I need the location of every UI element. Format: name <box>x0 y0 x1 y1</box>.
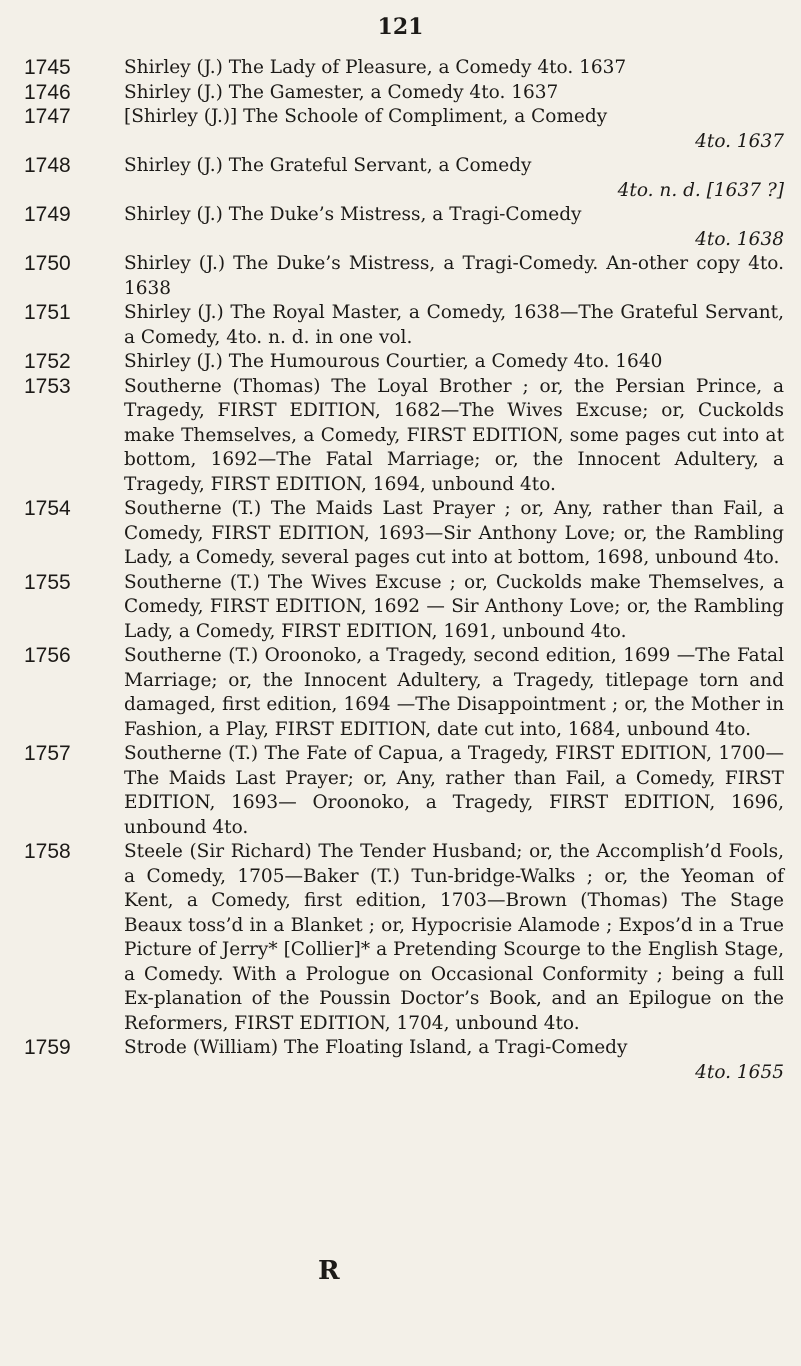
lot-number: 1747 <box>24 105 71 128</box>
entry-format-date: 4to. 1655 <box>695 1061 784 1083</box>
lot-number: 1758 <box>24 840 71 863</box>
catalogue-entry <box>24 1036 784 1085</box>
entry-description: Shirley (J.) The Lady of Pleasure, a Comedy 4to. 1637 <box>124 57 627 78</box>
catalogue-entry <box>24 497 784 571</box>
entry-description: Shirley (J.) The Humourous Courtier, a Comedy 4to. 1640 <box>124 351 663 372</box>
entry-description: Shirley (J.) The Royal Master, a Comedy, 1638—The Grateful Servant, a Comedy, 4to. n. d. in one vol. <box>124 302 784 348</box>
lot-number: 1751 <box>24 301 71 324</box>
entry-description: Shirley (J.) The Duke’s Mistress, a Tragi-Comedy <box>124 204 582 225</box>
lot-number: 1748 <box>24 154 71 177</box>
catalogue-entry <box>24 644 784 742</box>
entry-format-date: 4to. n. d. [1637 ?] <box>617 179 784 201</box>
signature-mark: R <box>318 1256 340 1286</box>
catalogue-entry <box>24 56 784 81</box>
lot-number: 1754 <box>24 497 71 520</box>
lot-number: 1759 <box>24 1036 71 1059</box>
lot-number: 1757 <box>24 742 71 765</box>
catalogue-entry <box>24 301 784 350</box>
entry-description: Southerne (T.) The Wives Excuse ; or, Cuckolds make Themselves, a Comedy, FIRST EDITION, 1692 — Sir Anthony Love; or, the Rambling Lady, a Comedy, FIRST EDITION, 1691, unbound 4to. <box>124 571 784 642</box>
entry-description: Southerne (Thomas) The Loyal Brother ; or, the Persian Prince, a Tragedy, FIRST EDITION, 1682—The Wives Excuse; or, Cuckolds make Themselves, a Comedy, FIRST EDITION, some pages cut into at bottom, 1692—The Fatal Marriage; or, the Innocent Adultery, a Tragedy, FIRST EDITION, 1694, unbound 4to. <box>124 375 784 495</box>
entry-description: Shirley (J.) The Gamester, a Comedy 4to. 1637 <box>124 81 559 103</box>
catalogue-entry <box>24 571 784 645</box>
lot-number: 1756 <box>24 644 71 667</box>
lot-number: 1752 <box>24 350 71 373</box>
catalogue-entry <box>24 252 784 301</box>
entry-description: Shirley (J.) The Grateful Servant, a Comedy <box>124 155 532 176</box>
entry-format-date: 4to. 1638 <box>695 228 784 250</box>
entry-description: Southerne (T.) Oroonoko, a Tragedy, second edition, 1699 —The Fatal Marriage; or, the Innocent Adultery, a Tragedy, titlepage torn and damaged, first edition, 1694 —The Disappointment ; or, the Mother in Fashion, a Play, FIRST EDITION, date cut into, 1684, unbound 4to. <box>124 645 784 740</box>
entry-description: [Shirley (J.)] The Schoole of Compliment, a Comedy <box>124 106 608 127</box>
catalogue-entry <box>24 154 784 203</box>
catalogue-entry <box>24 203 784 252</box>
catalogue-entry <box>24 350 784 375</box>
lot-number: 1753 <box>24 374 71 398</box>
lot-number: 1755 <box>24 570 71 594</box>
entry-description: Southerne (T.) The Maids Last Prayer ; or, Any, rather than Fail, a Comedy, FIRST EDITION, 1693—Sir Anthony Love; or, the Rambling Lady, a Comedy, several pages cut into at bottom, 1698, unbound 4to. <box>124 498 784 568</box>
entry-description: Southerne (T.) The Fate of Capua, a Tragedy, FIRST EDITION, 1700—The Maids Last Prayer; or, Any, rather than Fail, a Comedy, FIRST EDITION, 1693— Oroonoko, a Tragedy, FIRST EDITION, 1696, unbound 4to. <box>124 743 784 838</box>
lot-number: 1746 <box>24 80 71 104</box>
entry-description: Steele (Sir Richard) The Tender Husband; or, the Accomplish’d Fools, a Comedy, 1705—Baker (T.) Tun-bridge-Walks ; or, the Yeoman of Kent, a Comedy, first edition, 1703—Brown (Thomas) The Stage Beaux toss’d in a Blanket ; or, Hypocrisie Alamode ; Expos’d in a True Picture of Jerry* [Collier]* a Pretending Scourge to the English Stage, a Comedy. With a Prologue on Occasional Conformity ; being a full Ex-planation of the Poussin Doctor’s Book, and an Epilogue on the Reformers, FIRST EDITION, 1704, unbound 4to. <box>124 841 784 1034</box>
catalogue-entry <box>24 105 784 154</box>
catalogue-entry <box>24 81 784 106</box>
entry-format-date: 4to. 1637 <box>695 130 784 152</box>
catalogue-list <box>24 56 784 1085</box>
entry-description: Strode (William) The Floating Island, a Tragi-Comedy <box>124 1037 628 1058</box>
page-number: 121 <box>377 14 424 40</box>
catalogue-entry <box>24 375 784 498</box>
entry-description: Shirley (J.) The Duke’s Mistress, a Tragi-Comedy. An-other copy 4to. 1638 <box>124 253 784 299</box>
lot-number: 1745 <box>24 56 71 79</box>
catalogue-entry <box>24 742 784 840</box>
lot-number: 1750 <box>24 252 71 275</box>
lot-number: 1749 <box>24 203 71 226</box>
catalogue-entry <box>24 840 784 1036</box>
